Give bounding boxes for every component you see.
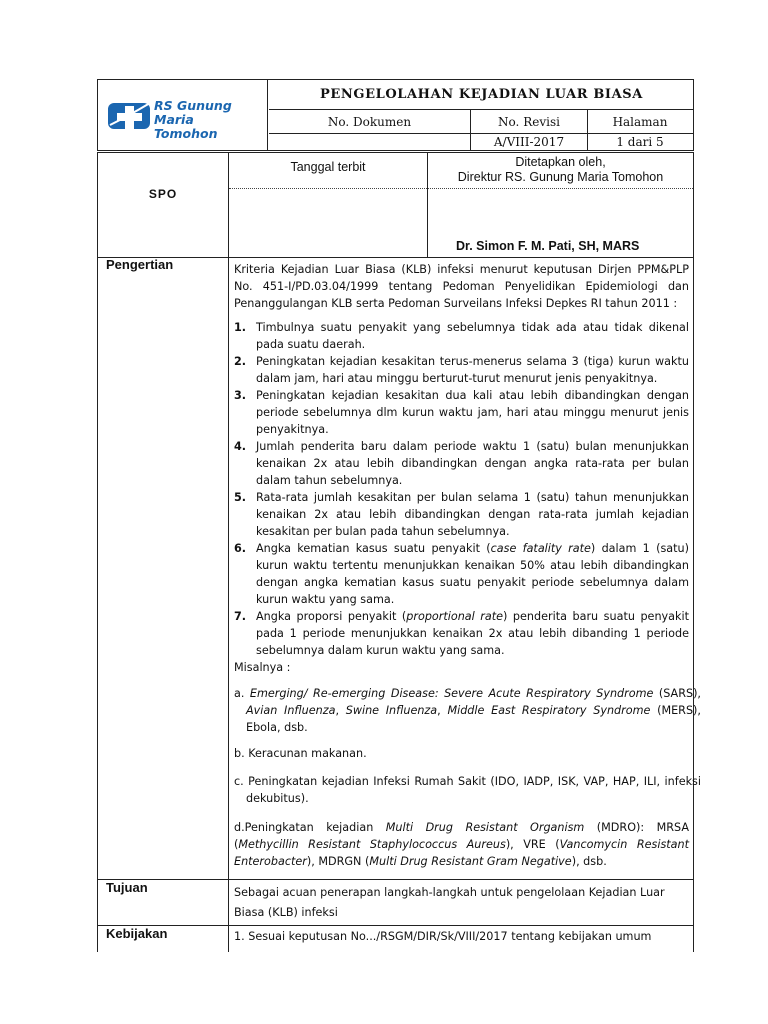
example-b: b. Keracunan makanan. <box>234 747 367 760</box>
list-item <box>234 353 689 387</box>
list-text: Jumlah penderita baru dalam periode waktu 1 (satu) bulan menunjukkan kenaikan 2x atau lebih dibandingkan dengan angka rata-rata per bulan dalam tahun sebelumnya. <box>256 440 689 487</box>
pengertian-label: Pengertian <box>106 257 174 272</box>
no-revisi-label: No. Revisi <box>471 110 588 133</box>
list-number: 1. <box>234 321 247 334</box>
list-text: Angka kematian kasus suatu penyakit ( <box>256 542 491 555</box>
halaman-label: Halaman <box>612 114 668 129</box>
hospital-name-logo <box>154 99 267 141</box>
list-item <box>234 489 689 540</box>
list-number: 5. <box>234 491 247 504</box>
example-text: ), VRE ( <box>505 838 560 851</box>
example-italic: Middle East Respiratory Syndrome <box>447 704 651 717</box>
example-text: ), dsb. <box>571 855 607 868</box>
list-item <box>234 608 689 659</box>
header-values-row <box>269 134 694 150</box>
logo-line-2: Tomohon <box>154 126 218 141</box>
list-text: Timbulnya suatu penyakit yang sebelumnya tidak ada atau tidak dikenal pada suatu daerah. <box>256 321 689 351</box>
signer-name: Dr. Simon F. M. Pati, SH, MARS <box>456 239 640 253</box>
list-text-italic: proportional rate <box>406 610 504 623</box>
header-labels-row <box>269 110 694 134</box>
example-text: d.Peningkatan kejadian <box>234 821 386 834</box>
row-divider <box>98 925 694 926</box>
pengertian-intro-text: Kriteria Kejadian Luar Biasa (KLB) infeksi menurut keputusan Dirjen PPM&PLP No. 451-I/PD.03.04/1999 tentang Pedoman Penyelidikan Epidemiologi dan Penanggulangan KLB serta Pedoman Surveilans Infeksi Depkes RI tahun 2011 : <box>234 263 689 310</box>
example-a <box>234 685 701 736</box>
list-text: ) penderita baru suatu penyakit pada 1 periode menunjukkan kenaikan 2x atau lebih dibanding 1 periode sebelumnya dalam kurun waktu yang sama. <box>256 610 689 657</box>
misalnya-label: Misalnya : <box>234 661 291 674</box>
tujuan-text: Sebagai acuan penerapan langkah-langkah untuk pengelolaan Kejadian Luar Biasa (KLB) infeksi <box>234 886 665 919</box>
dotted-separator <box>229 188 693 189</box>
halaman-value: 1 dari 5 <box>616 135 664 149</box>
example-text: (MERS), Ebola, dsb. <box>246 704 701 734</box>
example-italic: Multi Drug Resistant Organism <box>385 821 585 834</box>
example-text: , <box>437 704 448 717</box>
kebijakan-text: 1. Sesuai keputusan No.../RSGM/DIR/Sk/VIII/2017 tentang kebijakan umum <box>234 930 652 943</box>
example-italic: Emerging/ Re-emerging Disease: Severe Acute Respiratory Syndrome <box>249 687 654 700</box>
example-c: c. Peningkatan kejadian Infeksi Rumah Sakit (IDO, IADP, ISK, VAP, HAP, ILI, infeksi dekubitus). <box>234 775 701 805</box>
list-number: 4. <box>234 440 247 453</box>
spo-label: SPO <box>148 187 178 201</box>
list-text: Rata-rata jumlah kesakitan per bulan selama 1 (satu) tahun menunjukkan kenaikan 2x atau lebih dibandingkan dengan rata-rata jumlah kejadian kesakitan per bulan pada tahun sebelumnya. <box>256 491 689 538</box>
list-number: 7. <box>234 610 247 623</box>
row-divider <box>98 879 694 880</box>
kebijakan-label: Kebijakan <box>106 926 168 941</box>
logo-cell <box>98 80 268 150</box>
list-text: ) dalam 1 (satu) kurun waktu tertentu menunjukkan kenaikan 50% atau lebih dibandingkan dengan angka kematian kasus suatu penyakit periode sebelumnya dalam kurun waktu yang sama. <box>256 542 689 606</box>
ditetapkan-oleh <box>428 155 693 185</box>
ditetapkan-line-1: Ditetapkan oleh, <box>515 155 606 169</box>
ditetapkan-line-2: Direktur RS. Gunung Maria Tomohon <box>457 170 664 184</box>
column-divider <box>228 153 229 952</box>
example-italic: Multi Drug Resistant Gram Negative <box>369 855 572 868</box>
list-text: Peningkatan kejadian kesakitan dua kali atau lebih dibandingkan dengan periode sebelumnya dlm kurun waktu jam, hari atau minggu menurut jenis penyakitnya. <box>256 389 689 436</box>
criteria-list <box>234 319 689 676</box>
tanggal-terbit-label: Tanggal terbit <box>290 160 366 174</box>
row-divider <box>98 257 694 258</box>
no-dokumen-value <box>269 134 471 150</box>
list-item <box>234 540 689 608</box>
list-number: 2. <box>234 355 247 368</box>
list-item <box>234 387 689 438</box>
no-dokumen-label: No. Dokumen <box>269 110 471 133</box>
list-text-italic: case fatality rate <box>490 542 591 555</box>
example-text: (MDRO): MRSA ( <box>234 821 689 851</box>
logo-line-1: RS Gunung Maria <box>154 98 232 127</box>
spo-table <box>97 152 701 952</box>
list-text: Peningkatan kejadian kesakitan terus-menerus selama 3 (tiga) kurun waktu dalam jam, hari atau minggu berturut-turut menurut jenis penyakitnya. <box>256 355 689 385</box>
document-header <box>97 79 694 151</box>
list-number: 3. <box>234 389 247 402</box>
example-d <box>234 819 689 870</box>
example-italic: Methycillin Resistant Staphylococcus Aureus <box>238 838 506 851</box>
example-italic: Vancomycin Resistant Enterobacter <box>234 838 689 868</box>
pengertian-intro <box>234 261 689 312</box>
right-border <box>693 153 694 952</box>
list-text: Angka proporsi penyakit ( <box>256 610 407 623</box>
list-number: 6. <box>234 542 247 555</box>
document-title: PENGELOLAHAN KEJADIAN LUAR BIASA <box>269 80 694 110</box>
tujuan-label: Tujuan <box>106 880 148 895</box>
hospital-cross-logo-icon <box>108 97 152 133</box>
example-italic: Avian Influenza <box>246 704 336 717</box>
example-italic: Swine Influenza <box>345 704 438 717</box>
no-revisi-value: A/VIII-2017 <box>471 134 588 150</box>
list-item <box>234 438 689 489</box>
list-item <box>234 319 689 353</box>
example-text: ), MDRGN ( <box>306 855 370 868</box>
example-text: , <box>335 704 346 717</box>
example-prefix: a. <box>234 687 250 700</box>
example-text: (SARS), <box>653 687 701 700</box>
